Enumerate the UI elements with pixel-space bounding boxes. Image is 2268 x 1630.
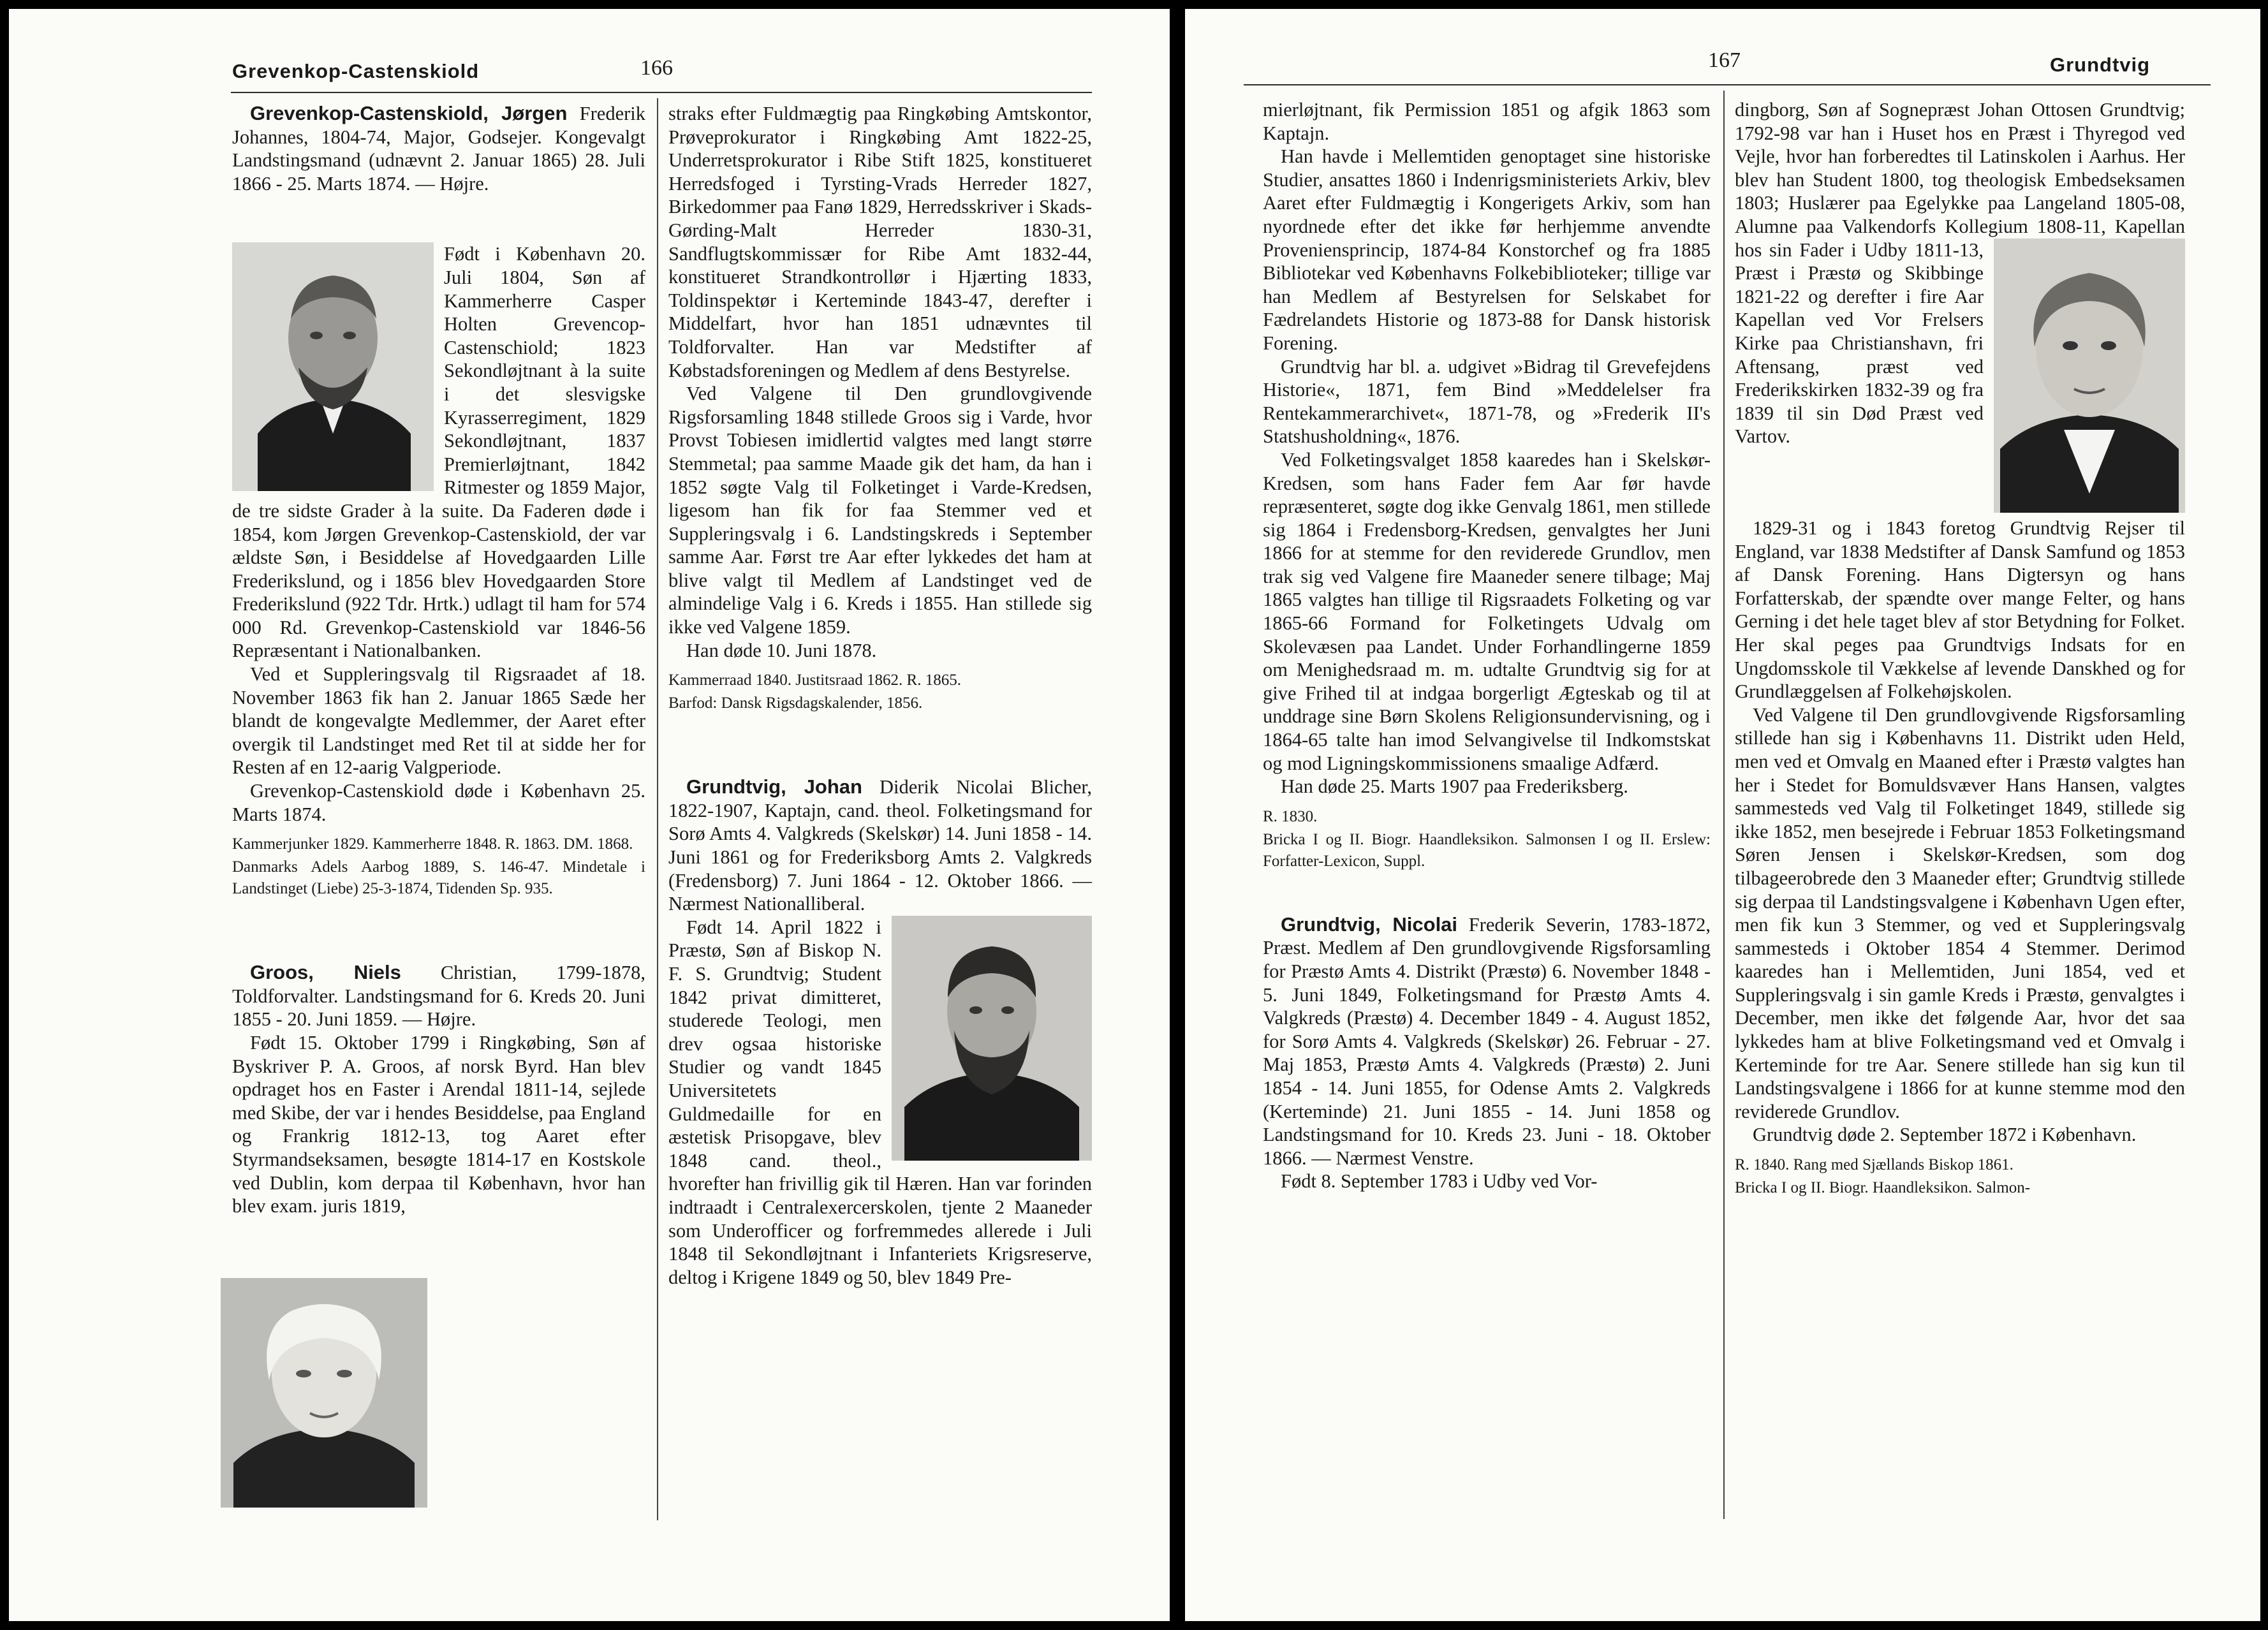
entry-intro: Diderik Nicolai Blicher, 1822-1907, Kaptajn, cand. theol. Folketingsmand for Sorø Amts 4. Valgkreds (Skelskør) 14. Juni 1858 - 14. Juni 1861 og for Frederiksborg Amts 2. Valgkreds (Fredensborg) 7. Juni 1864 - 12. Oktober 1866. — Nærmest Nationalliberal. (668, 776, 1092, 915)
portrait-photo-icon (232, 242, 434, 491)
column-rule (1723, 91, 1725, 1519)
portrait-groos (221, 1278, 427, 1508)
entry-bio: Født i København 20. Juli 1804, Søn af Kammerherre Casper Holten Grevencop-Castenschiold; 1823 Sekondløjtnant à la suite i det slesvigske Kyrasserregiment, 1829 Sekondløjtnant, 1837 Premierløjtnant, 1842 Ritmester og 1859 Major, de tre sidste Grader à la suite. Da Faderen døde i 1854, kom Jørgen Grevenkop-Castenskiold, der var ældste Søn, i Besiddelse af Hovedgaarden Lille Frederikslund, og i 1856 blev Hovedgaarden Store Frederikslund (922 Tdr. Hrtk.) udlagt til ham for 574 000 Rd. Grevenkop-Castenskiold var 1846-56 Repræsentant i Nationalbanken. (232, 243, 645, 662)
running-head: Grundtvig (2050, 54, 2151, 76)
portrait-photo-icon (221, 1278, 427, 1508)
entry-bio: Ved et Suppleringsvalg til Rigsraadet af 18. November 1863 fik han 2. Januar 1865 Sæde her blandt de kongevalgte Medlemmer, der Aaret efter overgik til Landstinget med Ret til at sidde her for Resten af en 12-aarig Valgperiode. (232, 663, 645, 779)
left-page (9, 9, 1170, 1621)
page-number: 167 (1708, 48, 1741, 72)
entry-gap (668, 714, 1092, 775)
entry-bio: Ved Folketingsvalget 1858 kaaredes han i Skelskør-Kredsen, som hans Fader fem Aar før havde repræsenteret, søgte dog ikke Genvalg 1861, men stillede sig 1864 i Fredensborg-Kredsen, genvalgtes her Juni 1866 for at stemme for den reviderede Grundlov, men trak sig ved Valgene fire Maaneder senere tilbage; Maj 1865 valgtes han tillige til Rigsraadets Folketing og var 1865-66 Formand for Folketingets Udvalg om Skolevæsen paa Landet. Under Forhandlingerne 1859 om Menighedsraad m. m. udtalte Grundtvig sig for at give Frihed til at indgaa borgerligt Ægteskab og til at unddrage sine Børn Skolens Religionsundervisning, og i 1864-65 talte han imod Selvangivelse til Indkomstskat og mod Ligningskommissionens smaalige Adfærd. (1263, 448, 1711, 774)
entry-death: Han døde 10. Juni 1878. (686, 639, 877, 661)
entry-bio: Ved Valgene til Den grundlovgivende Rigsforsamling 1848 stillede Groos sig i Varde, hvor Provst Tobiesen imidlertid valgtes med langt større Stemmetal; paa samme Maade gik det ham, da han i 1852 søgte Valg til Folketinget i Varde-Kredsen, ligesom han fik for faa Stemmer ved et Suppleringsvalg i 6. Landstingskreds i September samme Aar. Først tre Aar efter lykkedes det ham at blive valgt til Medlem af Landstinget ved de almindelige Valg i 6. Kreds i 1855. Han stillede sig ikke ved Valgene 1859. (668, 383, 1092, 638)
portrait-photo-icon (892, 916, 1092, 1161)
running-head: Grevenkop-Castenskiold (232, 60, 480, 82)
header-rule (231, 92, 1092, 93)
portrait-johan-grundtvig (892, 916, 1092, 1161)
entry-intro: Christian, 1799-1878, Toldforvalter. Landstingsmand for 6. Kreds 20. Juni 1855 - 20. Juni 1859. — Højre. (232, 962, 645, 1031)
header-rule (1244, 84, 2211, 85)
column-1 (232, 102, 645, 1218)
entry-death: Grevenkop-Castenskiold døde i København 25. Marts 1874. (232, 780, 645, 825)
entry-bio: 1829-31 og i 1843 foretog Grundtvig Rejser til England, var 1838 Medstifter af Dansk Samfund og 1853 af Dansk Forening. Hans Digtersyn og hans Forfatterskab, der spændte over mange Felter, og hans Gerning i det hele taget blev af stor Betydning for Folket. Her skal peges paa Grundtvigs Indsats for en Ungdomsskole til Vækkelse af levende Danskhed og for Grundlæggelsen af Folkehøjskolen. (1735, 517, 2185, 703)
entry-name: Grundtvig, Johan (686, 775, 862, 798)
entry-death: Grundtvig døde 2. September 1872 i København. (1753, 1124, 2137, 1146)
entry-gap (1263, 872, 1711, 913)
entry-bio: Han havde i Mellemtiden genoptaget sine historiske Studier, ansattes 1860 i Indenrigsministeriets Arkiv, blev Aaret efter Fuldmægtig i Kongerigets Arkiv, som han nyordnede efter det ikke før herhjemme anvendte Proveniensprincip, 1874-84 Konstorchef og fra 1885 Bibliotekar ved Københavns Folkebiblioteker; tillige var han Medlem af Bestyrelsen for Selskabet for Fædrelandets Historie og 1873-88 for Dansk historisk Forening. (1263, 145, 1711, 354)
entry-bio: straks efter Fuldmægtig paa Ringkøbing Amtskontor, Prøveprokurator i Ringkøbing Amt 1822-25, Underretsprokurator i Ribe Stift 1825, konstitueret Herredsfoged i Tyrsting-Vrads Herreder 1827, Birkedommer paa Fanø 1829, Herredsskriver i Skads-Gørding-Malt Herreder 1830-31, Sandflugtskommissær for Ribe Amt 1832-44, konstitueret Strandkontrollør i Hjærting 1833, Toldinspektør i Kerteminde 1843-47, derefter i Middelfart, hvor han 1851 udnævntes til Toldforvalter. Han var Medstifter af Købstadsforeningen og Medlem af dens Bestyrelse. (668, 103, 1092, 381)
entry-honors: Kammerraad 1840. Justitsraad 1862. R. 1865. (668, 672, 961, 689)
right-page (1185, 9, 2260, 1621)
column-1 (1263, 98, 1711, 1193)
entry-bio: Født 14. April 1822 i Præstø, Søn af Biskop N. F. S. Grundtvig; Student 1842 privat dimitteret, studerede Teologi, men drev ogsaa historiske Studier og vandt 1845 Universitetets Guldmedaille for en æstetisk Prisopgave, blev 1848 cand. theol., hvorefter han frivillig gik til Hæren. Han var forinden indtraadt i Centralexercerskolen, tjente 2 Maaneder som Underofficer og forfremmedes allerede i Juli 1848 til Sekondløjtnant i Infanteriets Krigsreserve, deltog i Krigene 1849 og 50, blev 1849 Pre- (668, 916, 1092, 1288)
entry-intro: Frederik Johannes, 1804-74, Major, Godsejer. Kongevalgt Landstingsmand (udnævnt 2. Januar 1865) 28. Juli 1866 - 25. Marts 1874. — Højre. (232, 103, 645, 195)
portrait-nfs-grundtvig (1994, 239, 2185, 513)
portrait-jorgen (232, 242, 434, 491)
entry-honors: R. 1840. Rang med Sjællands Biskop 1861. (1735, 1156, 2014, 1174)
entry-bio: mierløjtnant, fik Permission 1851 og afgik 1863 som Kaptajn. (1263, 99, 1711, 144)
column-2 (668, 102, 1092, 1289)
entry-name: Grevenkop-Castenskiold, Jørgen (250, 102, 568, 124)
entry-sources: Danmarks Adels Aarbog 1889, S. 146-47. Mindetale i Landstinget (Liebe) 25-3-1874, Tidenden Sp. 935. (232, 858, 645, 898)
entry-name: Groos, Niels (250, 961, 401, 984)
entry-bio: Grundtvig har bl. a. udgivet »Bidrag til Grevefejdens Historie«, 1871, fem Bind »Meddelelser fra Rentekammerarchivet«, 1871-78, og »Frederik II's Statshusholdning«, 1876. (1263, 355, 1711, 448)
column-2 (1735, 98, 2185, 1199)
entry-sources: Bricka I og II. Biogr. Haandleksikon. Salmonsen I og II. Erslew: Forfatter-Lexicon, Suppl. (1263, 830, 1711, 870)
entry-bio: Født 15. Oktober 1799 i Ringkøbing, Søn af Byskriver P. A. Groos, af norsk Byrd. Han blev opdraget hos en Faster i Arendal 1811-14, sejlede med Skibe, der var i hendes Besiddelse, paa England og Frankrig 1812-13, tog Aaret efter Styrmandseksamen, besøgte 1814-17 en Kostskole ved Dublin, kom derpaa til København, hvor han blev exam. juris 1819, (232, 1032, 645, 1217)
entry-bio: Ved Valgene til Den grundlovgivende Rigsforsamling stillede han sig i Københavns 11. Distrikt uden Held, men ved et Omvalg en Maaned efter i Præstø valgtes han her i Stedet for Bomuldsvæver Hans Hansen, valgtes sammesteds ved Valg til Folketinget 1849, stillede sig ikke 1852, men besejrede i Februar 1853 Folketingsmand Søren Jensen i Skelskør-Kredsen, som dog tilbageerobrede den 3 Maaneder efter; Grundtvig stillede sig derpaa til Landstingsvalgene i København Ugen efter, men fik kun 3 Stemmer, og ved et Suppleringsvalg sammesteds i Oktober 1854 4 Stemmer. Derimod kaaredes han i Mellemtiden, Juni 1854, ved et Suppleringsvalg i sin gamle Kreds i Præstø, genvalgtes i December, men ikke det følgende Aar, hvor det saa lykkedes ham at blive Folketingsmand ved et Omvalg i Kerteminde for tre Aar. Senere stillede han sig kun til Landstingsvalgene i 1866 for at kunne stemme mod den reviderede Grundlov. (1735, 703, 2185, 1122)
entry-born: Født 8. September 1783 i Udby ved Vor- (1281, 1170, 1598, 1193)
portrait-photo-icon (1994, 239, 2185, 513)
entry-name: Grundtvig, Nicolai (1281, 913, 1458, 936)
page-number: 166 (640, 56, 673, 80)
entry-intro: Frederik Severin, 1783-1872, Præst. Medlem af Den grundlovgivende Rigsforsamling for Præstø Amts 4. Distrikt (Præstø) 6. November 1848 - 5. Juni 1849, Folketingsmand for Præstø Amts 4. Valgkreds (Præstø) 4. December 1849 - 4. August 1852, for Sorø Amts 4. Valgkreds (Skelskør) 26. Februar - 27. Maj 1853, Præstø Amts 4. Valgkreds (Præstø) 2. Juni 1854 - 14. Juni 1855, for Odense Amts 2. Valgkreds (Kerteminde) 21. Juni 1855 - 14. Juni 1858 og Landstingsmand for 10. Kreds 23. Juni - 18. Oktober 1866. — Nærmest Venstre. (1263, 913, 1711, 1169)
entry-honors: Kammerjunker 1829. Kammerherre 1848. R. 1863. DM. 1868. (232, 835, 633, 853)
entry-honors: R. 1830. (1263, 807, 1318, 825)
entry-bio: dingborg, Søn af Sognepræst Johan Ottosen Grundtvig; 1792-98 var han i Huset hos en Præst i Thyregod ved Vejle, hvor han forberedtes til Latinskolen i Aarhus. Her blev han Student 1800, tog theologisk Embedseksamen 1803; Huslærer paa Egelykke paa Langeland 1805-08, Alumne paa Valkendorfs Kollegium 1808-11, Kapellan hos sin Fader i Udby 1811-13, Præst i Præstø og Skibbinge 1821-22 og derefter i fire Aar Kapellan ved Vor Frelsers Kirke paa Christianshavn, fri Aftensang, præst ved Frederikskirken 1832-39 og fra 1839 til sin Død Præst ved Vartov. (1735, 99, 2185, 448)
column-rule (657, 98, 658, 1520)
entry-death: Han døde 25. Marts 1907 paa Frederiksberg. (1281, 775, 1628, 798)
entry-gap (232, 900, 645, 961)
entry-sources: Bricka I og II. Biogr. Haandleksikon. Salmon- (1735, 1179, 2031, 1197)
entry-sources: Barfod: Dansk Rigsdagskalender, 1856. (668, 694, 923, 712)
